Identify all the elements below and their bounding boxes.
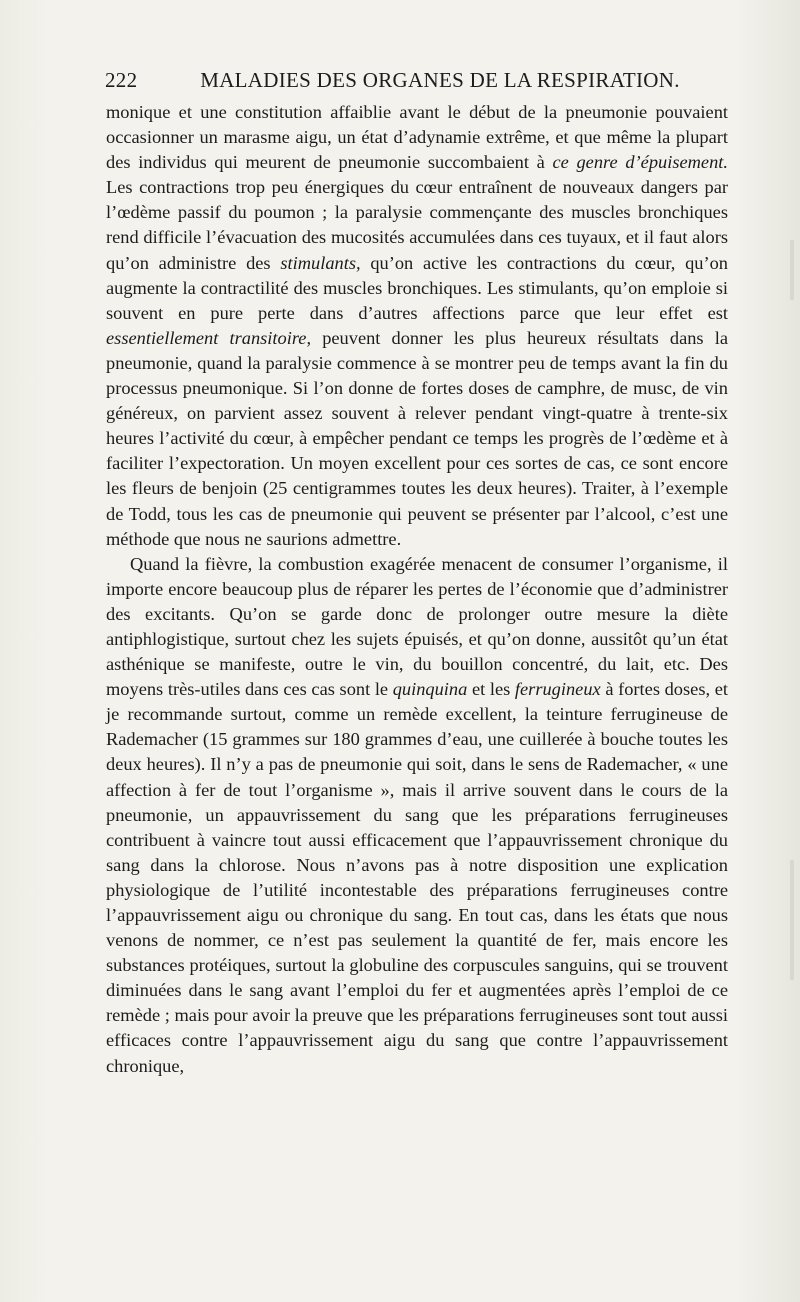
italic-text-segment: ferrugineux — [514, 679, 601, 700]
text-segment: monique et une constitution affaiblie avant le début de la pneumonie pouvaient occasionner un marasme aigu, un état d’adynamie extrême, et que même la plupart des individus qui meurent de pneumonie succombaient à — [106, 102, 728, 173]
text-segment: peuvent donner les plus heureux résultats dans la pneumonie, quand la paralysie commence à se montrer peu de temps avant la fin du processus pneumonique. Si l’on donne de fortes doses de camphre, de musc, de vin généreux, on parvient assez souvent à relever pendant vingt-quatre à trente-six heures l’activité du cœur, à empêcher pendant ce temps les progrès de l’œdème et à faciliter l’expectoration. Un moyen excellent pour ces sortes de cas, ce sont encore les fleurs de benjoin (25 centigrammes toutes les deux heures). Traiter, à l’exemple de Todd, tous les cas de pneumonie qui peuvent se présenter par l’alcool, c’est une méthode que nous ne saurions admettre. — [106, 327, 728, 549]
paragraph — [106, 100, 728, 552]
text-segment: qu’on active les contractions du cœur, qu’on augmente la contractilité des muscles bronchiques. Les stimulants, qu’on emploie si souvent en pure perte dans d’autres affections parce que leur effet est — [106, 252, 728, 323]
text-segment: et les — [467, 679, 515, 700]
italic-text-segment: ce genre d’épuisement. — [552, 152, 728, 173]
italic-text-segment: quinquina — [392, 679, 468, 700]
running-title: MALADIES DES ORGANES DE LA RESPIRATION. — [200, 68, 680, 92]
italic-text-segment: essentiellement transitoire, — [106, 327, 312, 348]
text-segment: Les contractions trop peu énergiques du cœur entraînent de nouveaux dangers par l’œdème passif du poumon ; la paralysie commençante des muscles bronchiques rend difficile l’évacuation des mucosités accumulées dans ces tuyaux, et il faut alors qu’on administre des — [106, 177, 728, 273]
page-number: 222 — [105, 68, 138, 92]
text-segment: à fortes doses, et je recommande surtout, comme un remède excellent, la teinture ferrugineuse de Rademacher (15 grammes sur 180 grammes d’eau, une cuillerée à bouche toutes les deux heures). Il n’y a pas de pneumonie qui soit, dans le sens de Rademacher, « une affection à fer de tout l’organisme », mais il arrive souvent dans le cours de la pneumonie, un appauvrissement du sang que les préparations ferrugineuses contribuent à vaincre tout aussi efficacement que l’appauvrissement chronique du sang dans la chlorose. Nous n’avons pas à notre disposition une explication physiologique de l’utilité incontestable des préparations ferrugineuses contre l’appauvrissement aigu ou chronique du sang. En tout cas, dans les états que nous venons de nommer, ce n’est pas seulement la quantité de fer, mais encore les substances protéiques, surtout la globuline des corpuscules sanguins, qui se trouvent diminuées dans le sang avant l’emploi du fer et augmentées après l’emploi de ce remède ; mais pour avoir la preuve que les préparations ferrugineuses sont tout aussi efficaces contre l’appauvrissement aigu du sang que contre l’appauvrissement chronique, — [106, 679, 728, 1076]
paragraph — [106, 552, 728, 1079]
page-edge-shadow — [790, 860, 794, 980]
page-edge-shadow — [790, 240, 794, 300]
italic-text-segment: stimulants, — [280, 252, 361, 273]
running-header — [105, 68, 725, 98]
text-segment: Quand la fièvre, la combustion exagérée menacent de consumer l’organisme, il importe encore beaucoup plus de réparer les pertes de l’économie que d’administrer des excitants. Qu’on se garde donc de prolonger outre mesure la diète antiphlogistique, surtout chez les sujets épuisés, et qu’on donne, aussitôt qu’un état asthénique se manifeste, outre le vin, du bouillon concentré, du lait, etc. Des moyens très-utiles dans ces cas sont le — [106, 553, 728, 700]
body-text — [106, 100, 728, 1079]
